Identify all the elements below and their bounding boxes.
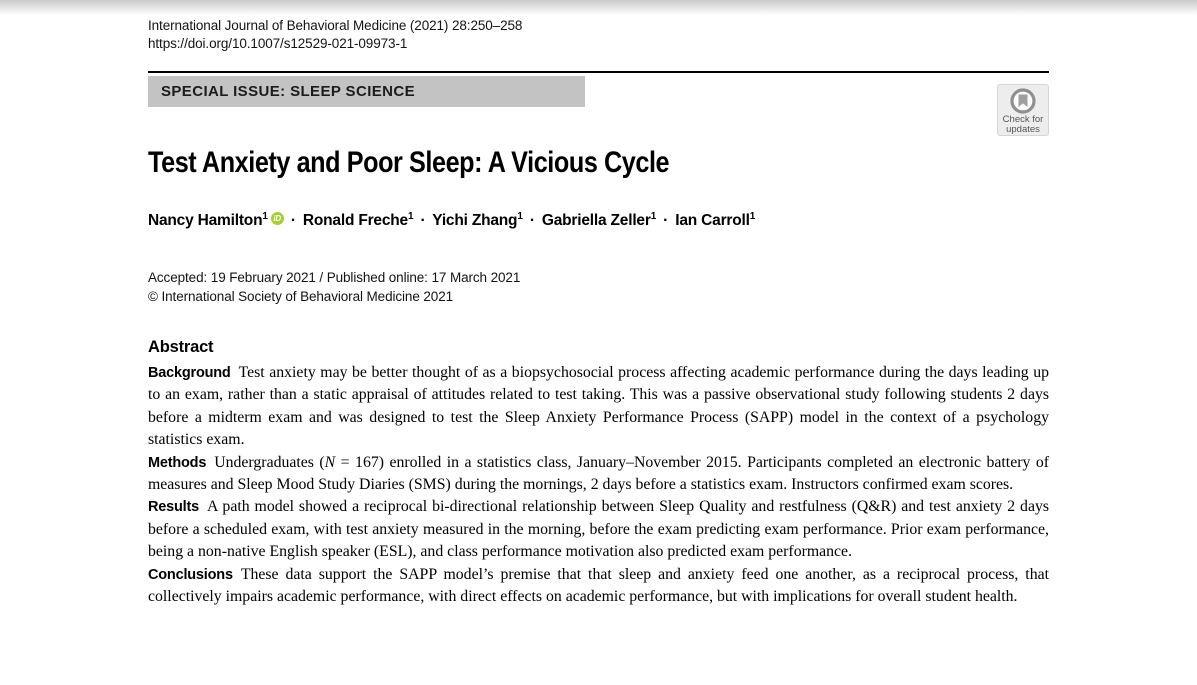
badge-line1: Check for [1002, 114, 1044, 125]
header-rule [148, 71, 1049, 73]
badge-line2: updates [1006, 124, 1040, 135]
methods-text-before: Undergraduates ( [214, 453, 325, 471]
results-text: A path model showed a reciprocal bi-directional relationship between Sleep Quality and restfulness (Q&R) and test anxiety 2 days before a scheduled exam, with test anxiety measured in the morning, before the exam predicting exam performance. Prior exam performance, being a non-native English speaker (ESL), and class performance motivation also predicted exam performance. [148, 498, 1049, 561]
methods-text-after: = 167) enrolled in a statistics class, January–November 2015. Participants completed an electronic battery of measures and Sleep Mood Study Diaries (SMS) during the mornings, 2 days before a statistics exam. Instructors confirmed exam scores. [148, 453, 1049, 494]
abstract-results-paragraph [148, 496, 1049, 563]
journal-citation: International Journal of Behavioral Medicine (2021) 28:250–258 [148, 18, 523, 33]
orcid-icon[interactable]: iD [271, 212, 284, 225]
article-history [148, 269, 520, 306]
author-name: Yichi Zhang$^1$ [432, 210, 523, 229]
affiliation-sup: 1 [749, 210, 756, 222]
special-issue-banner [148, 76, 585, 107]
doi-link[interactable]: https://doi.org/10.1007/s12529-021-09973-1 [148, 36, 408, 51]
page-top-shadow [0, 0, 1197, 15]
journal-header [148, 17, 522, 53]
author-name: Ian Carroll$^1$ [675, 210, 756, 229]
special-issue-label: SPECIAL ISSUE: SLEEP SCIENCE [161, 83, 416, 100]
methods-label: Methods [148, 454, 207, 471]
conclusions-text: These data support the SAPP model’s premise that that sleep and anxiety feed one another, as a reciprocal process, that collectively impairs academic performance, with direct effects on academic performance, but with implications for overall student health. [148, 565, 1049, 606]
author-name: Gabriella Zeller$^1$ [541, 210, 657, 229]
author-separator: · [663, 212, 669, 229]
author-list [148, 212, 755, 230]
author-name: Nancy Hamilton$^1$ [148, 210, 268, 229]
author-separator: · [420, 212, 426, 229]
author-separator: · [529, 212, 535, 229]
background-label: Background [148, 365, 231, 381]
background-text: Test anxiety may be better thought of as a biopsychosocial process affecting academic performance during the days leading up to an exam, rather than a static appraisal of attitudes related to test taking. This was a passive observational study following students 2 days before a midterm exam and was designed to test the Sleep Anxiety Performance Process (SAPP) model in the context of a psychology statistics exam. [148, 364, 1049, 449]
affiliation-sup: 1 [407, 210, 414, 222]
affiliation-sup: 1 [517, 210, 523, 222]
crossmark-bookmark-icon [1009, 87, 1037, 115]
results-label: Results [148, 499, 199, 516]
abstract-background-paragraph [148, 362, 1049, 452]
copyright-line: © International Society of Behavioral Medicine 2021 [148, 288, 454, 304]
article-title: Test Anxiety and Poor Sleep: A Vicious Cycle [148, 146, 670, 179]
abstract-section [148, 338, 1049, 608]
author-separator: · [290, 212, 296, 229]
abstract-heading: Abstract [148, 338, 214, 356]
accepted-published-line: Accepted: 19 February 2021 / Published online: 17 March 2021 [148, 270, 521, 285]
abstract-conclusions-paragraph [148, 564, 1049, 609]
conclusions-label: Conclusions [148, 566, 233, 583]
methods-n-italic: N [324, 453, 336, 471]
affiliation-sup: 1 [262, 210, 268, 222]
check-for-updates-badge[interactable] [997, 84, 1049, 136]
author-name: Ronald Freche$^1$ [302, 210, 414, 229]
affiliation-sup: 1 [650, 210, 657, 222]
abstract-methods-paragraph [148, 452, 1049, 497]
badge-text [998, 115, 1048, 135]
